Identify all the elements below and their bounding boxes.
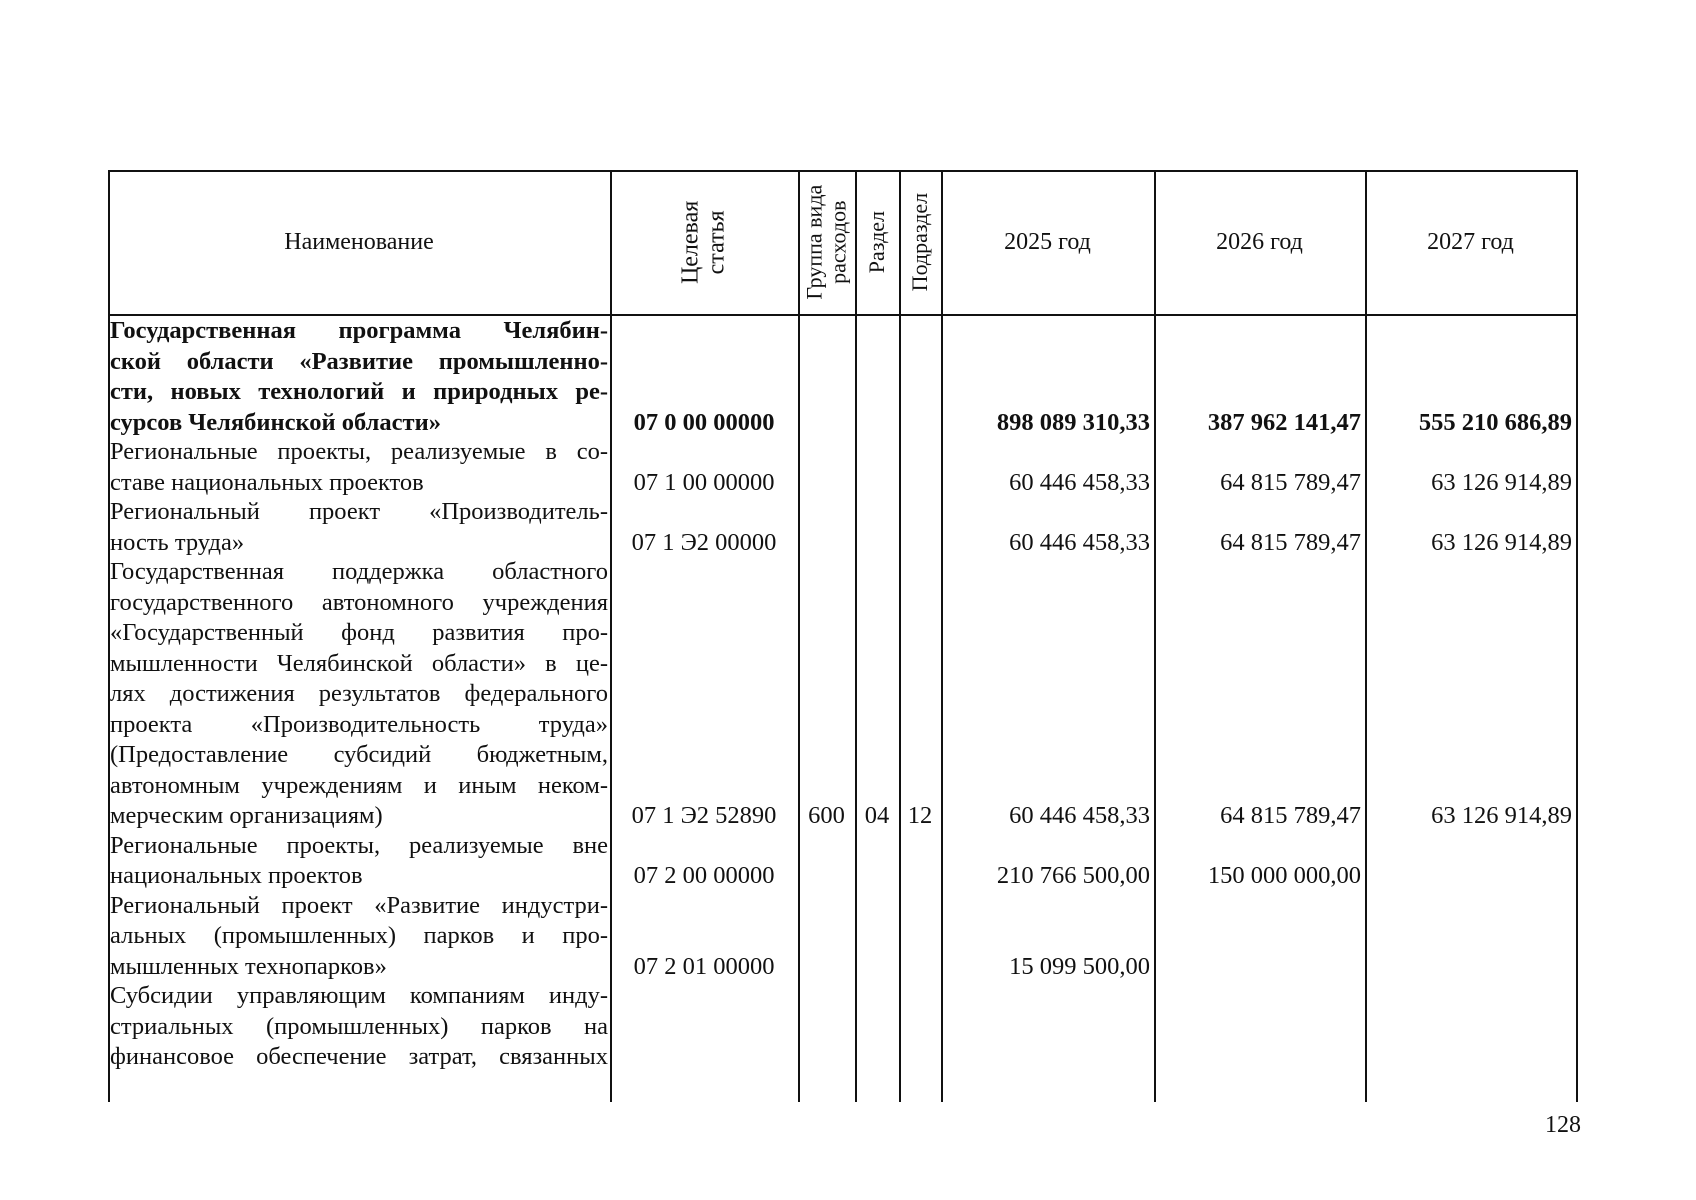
amount-2026: 64 815 789,47 — [1220, 468, 1361, 496]
amount-2026: 387 962 141,47 — [1207, 408, 1361, 436]
row-name-line: национальных проектов — [110, 862, 363, 889]
target-code: 07 1 Э2 52890 — [631, 802, 777, 829]
row-name-line: лях достижения результатов федерального — [110, 680, 608, 707]
header-target-line2: статья — [703, 210, 730, 274]
row-name-line: «Государственный фонд развития про- — [110, 619, 608, 646]
header-section-label: Раздел — [863, 210, 889, 274]
amount-2025: 60 446 458,33 — [1009, 468, 1150, 496]
amount-2025: 60 446 458,33 — [1009, 802, 1150, 829]
row-name-line: Региональный проект «Развитие индустри- — [110, 891, 608, 919]
subsection-code: 12 — [907, 802, 933, 829]
amount-2026: 150 000 000,00 — [1207, 862, 1361, 889]
page-number: 128 — [1545, 1112, 1581, 1138]
header-name-label: Наименование — [284, 228, 434, 255]
header-target-line1: Целевая — [677, 200, 704, 284]
header-2027-label: 2027 год — [1427, 228, 1514, 255]
row-name-line: Региональный проект «Производитель- — [110, 498, 608, 525]
row-name-line: мышленности Челябинской области» в це- — [110, 649, 608, 677]
row-name-line: Региональные проекты, реализуемые в со- — [110, 438, 608, 465]
header-2026 — [1154, 170, 1365, 314]
target-code: 07 1 Э2 00000 — [631, 528, 777, 556]
amount-2027: 63 126 914,89 — [1431, 802, 1572, 829]
header-group-line2: расходов — [825, 200, 851, 284]
row-name-line: автономным учреждениям и иным неком- — [110, 771, 608, 799]
amount-2026: 64 815 789,47 — [1220, 528, 1361, 556]
group-code: 600 — [808, 802, 845, 829]
header-subsection-label: Подраздел — [906, 192, 932, 292]
row-name-line: мышленных технопарков» — [110, 952, 387, 980]
row-name-line: Субсидии управляющим компаниям инду- — [110, 982, 608, 1009]
row-name-line: ность труда» — [110, 528, 245, 556]
header-section — [855, 170, 899, 314]
row-name-line: Региональные проекты, реализуемые вне — [110, 831, 608, 859]
row-name-line: ской области «Развитие промышленно- — [110, 347, 608, 375]
target-code: 07 1 00 00000 — [633, 468, 775, 496]
row-name-line: Государственная программа Челябин- — [110, 317, 608, 344]
row-name-line: мерческим организациям) — [110, 802, 383, 829]
header-name — [108, 170, 610, 314]
amount-2025: 60 446 458,33 — [1009, 528, 1150, 556]
header-target — [610, 170, 798, 314]
row-name-line: сти, новых технологий и природных ре- — [110, 378, 608, 405]
amount-2025: 898 089 310,33 — [996, 408, 1150, 436]
header-group-line1: Группа вида — [801, 184, 827, 300]
target-code: 07 2 00 00000 — [633, 862, 775, 889]
row-name-line: (Предоставление субсидий бюджетным, — [110, 741, 608, 768]
table-border-right — [1576, 170, 1578, 1102]
header-target-label — [678, 200, 731, 283]
amount-2025: 15 099 500,00 — [1009, 952, 1150, 980]
row-name-line: альных (промышленных) парков и про- — [110, 922, 608, 949]
row-name-line: проекта «Производительность труда» — [110, 710, 608, 738]
amount-2026: 64 815 789,47 — [1220, 802, 1361, 829]
header-2027 — [1365, 170, 1576, 314]
row-name-line: государственного автономного учреждения — [110, 588, 608, 616]
amount-2027: 555 210 686,89 — [1418, 408, 1572, 436]
row-name-line: ставе национальных проектов — [110, 468, 424, 496]
row-name-line: стриальных (промышленных) парков на — [110, 1012, 608, 1040]
target-code: 07 0 00 00000 — [633, 408, 775, 436]
header-group — [798, 170, 855, 314]
header-2025 — [941, 170, 1154, 314]
header-2025-label: 2025 год — [1004, 228, 1091, 255]
row-name-line: сурсов Челябинской области» — [110, 408, 441, 436]
amount-2027: 63 126 914,89 — [1431, 468, 1572, 496]
header-subsection — [899, 170, 941, 314]
row-name-line: Государственная поддержка областного — [110, 558, 608, 585]
amount-2027: 63 126 914,89 — [1431, 528, 1572, 556]
amount-2025: 210 766 500,00 — [996, 862, 1150, 889]
header-2026-label: 2026 год — [1216, 228, 1303, 255]
target-code: 07 2 01 00000 — [633, 952, 775, 980]
header-group-label — [802, 185, 850, 300]
budget-table — [108, 170, 1594, 1102]
row-name-line: финансовое обеспечение затрат, связанных — [110, 1043, 608, 1070]
section-code: 04 — [864, 802, 890, 829]
